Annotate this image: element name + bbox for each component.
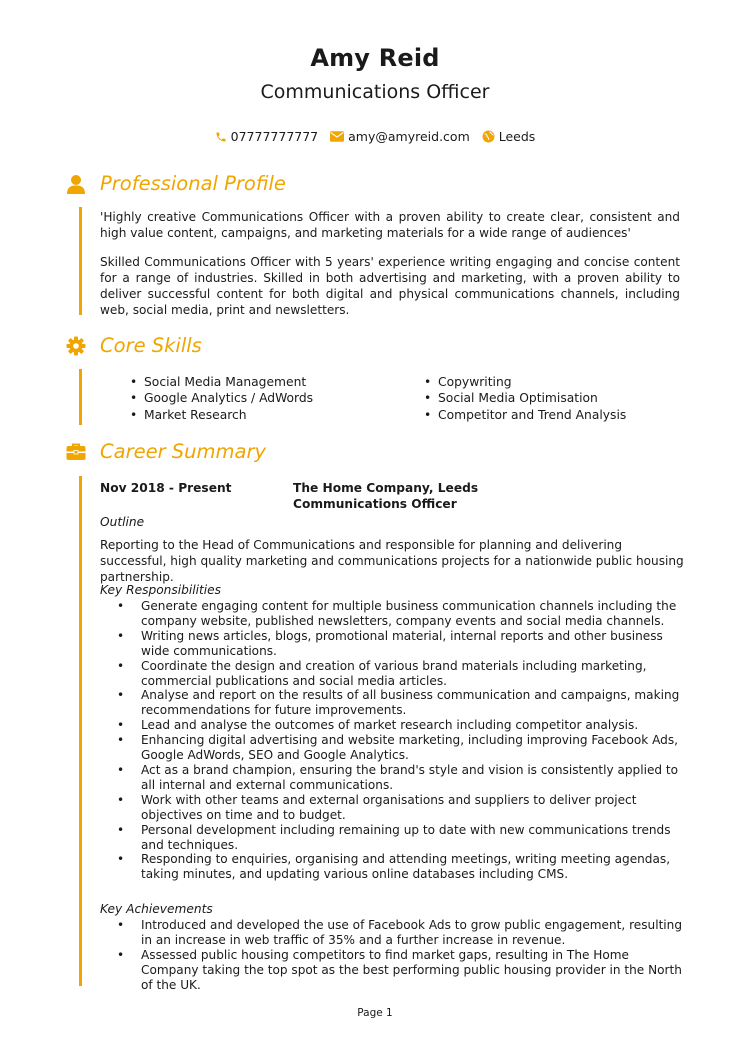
contact-location	[482, 129, 536, 144]
job-employer	[293, 481, 478, 512]
envelope-icon	[330, 131, 344, 142]
phone-icon	[215, 131, 227, 143]
achievements-label: Key Achievements	[100, 902, 213, 916]
list-item: • Social Media Optimisation	[424, 390, 626, 406]
list-item: • Coordinate the design and creation of various brand materials including marketing, commercial publications and social media articles.	[100, 659, 685, 689]
list-item: • Generate engaging content for multiple business communication channels including the company website, published newsletters, company events and social media channels.	[100, 599, 685, 629]
section-title-profile: Professional Profile	[100, 172, 286, 195]
section-core-skills	[66, 334, 202, 357]
profile-summary: Skilled Communications Officer with 5 years' experience writing engaging and concise content for a range of industries. Skilled in both advertising and marketing, with a proven ability to deliver successful content for both digital and physical communications channels, including web, social media, print and newsletters.	[100, 255, 680, 317]
list-item: • Act as a brand champion, ensuring the brand's style and vision is consistently applied to all internal and external communications.	[100, 763, 685, 793]
achievements-list	[100, 918, 685, 993]
person-icon	[66, 174, 86, 194]
contact-bar	[0, 129, 750, 144]
list-item: • Market Research	[130, 407, 313, 423]
responsibilities-label: Key Responsibilities	[100, 583, 222, 597]
job-dates: Nov 2018 - Present	[100, 481, 232, 495]
section-title-career: Career Summary	[100, 440, 267, 463]
globe-icon	[482, 130, 495, 143]
job-outline: Reporting to the Head of Communications and responsible for planning and delivering successful, high quality marketing and communications projects for a nationwide public housing partnership.	[100, 538, 684, 584]
list-item: • Introduced and developed the use of Facebook Ads to grow public engagement, resulting in an increase in web traffic of 35% and a further increase in revenue.	[100, 918, 685, 948]
job-role: Communications Officer	[293, 496, 457, 511]
list-item: • Social Media Management	[130, 374, 313, 390]
profile-accent-bar	[79, 207, 82, 315]
list-item: • Writing news articles, blogs, promotional material, internal reports and other business wide communications.	[100, 629, 685, 659]
email-address: amy@amyreid.com	[348, 129, 470, 144]
section-professional-profile	[66, 172, 286, 195]
list-item: • Assessed public housing competitors to find market gaps, resulting in The Home Company taking the top spot as the best performing public housing provider in the North of the UK.	[100, 948, 685, 993]
list-item: • Copywriting	[424, 374, 626, 390]
list-item: • Enhancing digital advertising and website marketing, including improving Facebook Ads, Google AdWords, SEO and Google Analytics.	[100, 733, 685, 763]
section-career-summary	[66, 440, 266, 463]
profile-quote: 'Highly creative Communications Officer with a proven ability to create clear, consistent and high value content, campaigns, and marketing materials for a wide range of audiences'	[100, 210, 680, 240]
career-accent-bar	[79, 476, 82, 986]
list-item: • Google Analytics / AdWords	[130, 390, 313, 406]
job-company-name: The Home Company, Leeds	[293, 481, 479, 495]
gear-icon	[66, 336, 86, 356]
contact-phone	[215, 129, 318, 144]
location-text: Leeds	[498, 129, 536, 144]
candidate-title: Communications Officer	[260, 81, 490, 103]
contact-email	[330, 129, 470, 144]
responsibilities-list	[100, 599, 685, 882]
list-item: • Responding to enquiries, organising and attending meetings, writing meeting agendas, taking minutes, and updating various online databases including CMS.	[100, 852, 685, 882]
briefcase-icon	[66, 442, 86, 462]
skills-accent-bar	[79, 369, 82, 425]
list-item: • Analyse and report on the results of all business communication and campaigns, making recommendations for future improvements.	[100, 688, 685, 718]
candidate-name: Amy Reid	[310, 44, 440, 72]
list-item: • Lead and analyse the outcomes of market research including competitor analysis.	[100, 718, 685, 733]
section-title-skills: Core Skills	[100, 334, 202, 357]
list-item: • Competitor and Trend Analysis	[424, 407, 626, 423]
phone-number: 07777777777	[230, 129, 319, 144]
skills-list-left	[130, 374, 313, 423]
outline-label: Outline	[100, 515, 145, 529]
list-item: • Work with other teams and external organisations and suppliers to deliver project objectives on time and to budget.	[100, 793, 685, 823]
skills-list-right	[424, 374, 626, 423]
list-item: • Personal development including remaining up to date with new communications trends and techniques.	[100, 823, 685, 853]
page-number: Page 1	[357, 1007, 393, 1019]
